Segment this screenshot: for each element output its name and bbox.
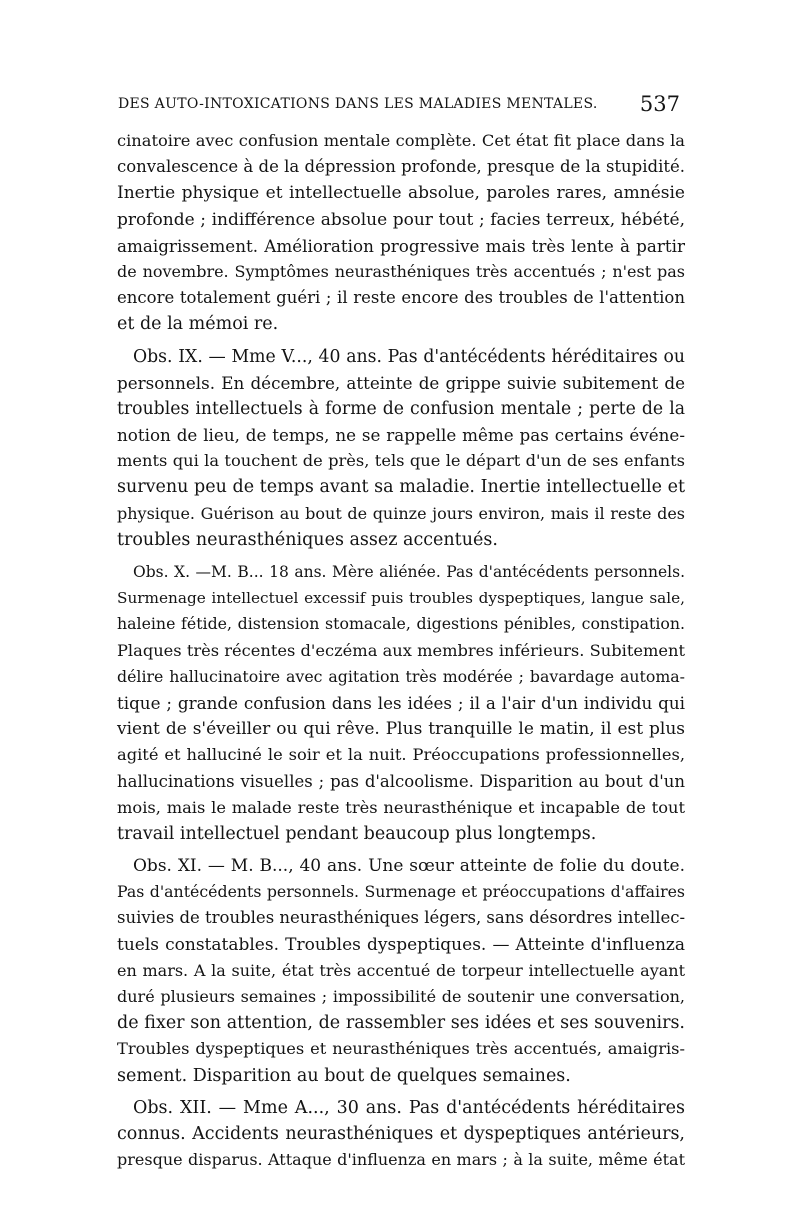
running-head [118, 92, 686, 122]
text-line: cinatoire avec confusion mentale complète. Cet état fit place dans la [117, 131, 685, 150]
page-number: 537 [639, 92, 680, 116]
text-line: notion de lieu, de temps, ne se rappelle même pas certains événe- [117, 425, 685, 446]
text-line: troubles neurasthéniques assez accentués. [117, 529, 498, 550]
text-line: Obs. X. —M. B... 18 ans. Mère aliénée. Pas d'antécédents personnels. [133, 563, 685, 581]
text-line: délire hallucinatoire avec agitation très modérée ; bavardage automa- [117, 666, 685, 686]
text-line: Pas d'antécédents personnels. Surmenage et préoccupations d'affaires [117, 882, 685, 902]
text-line: sement. Disparition au bout de quelques semaines. [117, 1065, 571, 1086]
text-line: haleine fétide, distension stomacale, digestions pénibles, constipation. [117, 614, 685, 634]
text-line: presque disparus. Attaque d'influenza en mars ; à la suite, même état [117, 1150, 685, 1170]
text-line: tique ; grande confusion dans les idées ; il a l'air d'un individu qui [117, 692, 685, 713]
text-line: hallucinations visuelles ; pas d'alcoolisme. Disparition au bout d'un [117, 771, 685, 791]
text-line: survenu peu de temps avant sa maladie. Inertie intellectuelle et [117, 477, 685, 498]
body-text [117, 128, 685, 1173]
text-line: troubles intellectuels à forme de confusion mentale ; perte de la [117, 398, 685, 419]
text-line: physique. Guérison au bout de quinze jours environ, mais il reste des [117, 503, 685, 523]
text-line: convalescence à de la dépression profonde, presque de la stupidité. [117, 157, 685, 177]
paragraph-continuation [117, 128, 685, 338]
text-line: suivies de troubles neurasthéniques légers, sans désordres intellec- [117, 908, 686, 928]
text-line: en mars. A la suite, état très accentué de torpeur intellectuelle ayant [117, 960, 685, 980]
text-line: agité et halluciné le soir et la nuit. Préoccupations professionnelles, [117, 745, 685, 765]
text-line: ments qui la touchent de près, tels que le départ d'un de ses enfants [117, 451, 685, 471]
text-line: vient de s'éveiller ou qui rêve. Plus tranquille le matin, il est plus [117, 719, 685, 740]
text-line: et de la mémoi re. [117, 314, 279, 335]
text-line: tuels constatables. Troubles dyspeptiques. — Atteinte d'influenza [117, 934, 685, 955]
running-title: DES AUTO-INTOXICATIONS DANS LES MALADIES MENTALES. [118, 96, 598, 112]
text-line: mois, mais le malade reste très neurasthénique et incapable de tout [117, 797, 685, 817]
text-line: travail intellectuel pendant beaucoup plus longtemps. [117, 823, 597, 844]
text-line: amaigrissement. Amélioration progressive mais très lente à partir [117, 235, 685, 256]
text-line: Obs. XII. — Mme A..., 30 ans. Pas d'antécédents héréditaires [133, 1097, 685, 1118]
text-line: duré plusieurs semaines ; impossibilité de soutenir une conversation, [117, 987, 685, 1006]
text-line: de fixer son attention, de rassembler ses idées et ses souvenirs. [117, 1013, 685, 1034]
text-line: Obs. IX. — Mme V..., 40 ans. Pas d'antécédents héréditaires ou [133, 346, 685, 367]
text-line: de novembre. Symptômes neurasthéniques très accentués ; n'est pas [117, 261, 685, 281]
text-line: Inertie physique et intellectuelle absolue, paroles rares, amnésie [117, 183, 685, 204]
text-line: personnels. En décembre, atteinte de grippe suivie subitement de [117, 372, 685, 393]
text-line: encore totalement guéri ; il reste encore des troubles de l'attention [117, 288, 685, 308]
paragraph-obs-xi [117, 853, 685, 1089]
text-line: Plaques très récentes d'eczéma aux membres inférieurs. Subitement [117, 640, 685, 660]
text-line: connus. Accidents neurasthéniques et dyspeptiques antérieurs, [117, 1123, 685, 1144]
paragraph-obs-ix [117, 344, 685, 554]
text-line: Obs. XI. — M. B..., 40 ans. Une sœur atteinte de folie du doute. [133, 856, 685, 877]
paragraph-obs-xii [117, 1095, 685, 1174]
text-line: profonde ; indifférence absolue pour tout ; facies terreux, hébété, [117, 209, 685, 230]
paragraph-obs-x [117, 559, 685, 847]
text-line: Troubles dyspeptiques et neurasthéniques très accentués, amaigris- [117, 1039, 685, 1059]
text-line: Surmenage intellectuel excessif puis troubles dyspeptiques, langue sale, [117, 589, 685, 608]
